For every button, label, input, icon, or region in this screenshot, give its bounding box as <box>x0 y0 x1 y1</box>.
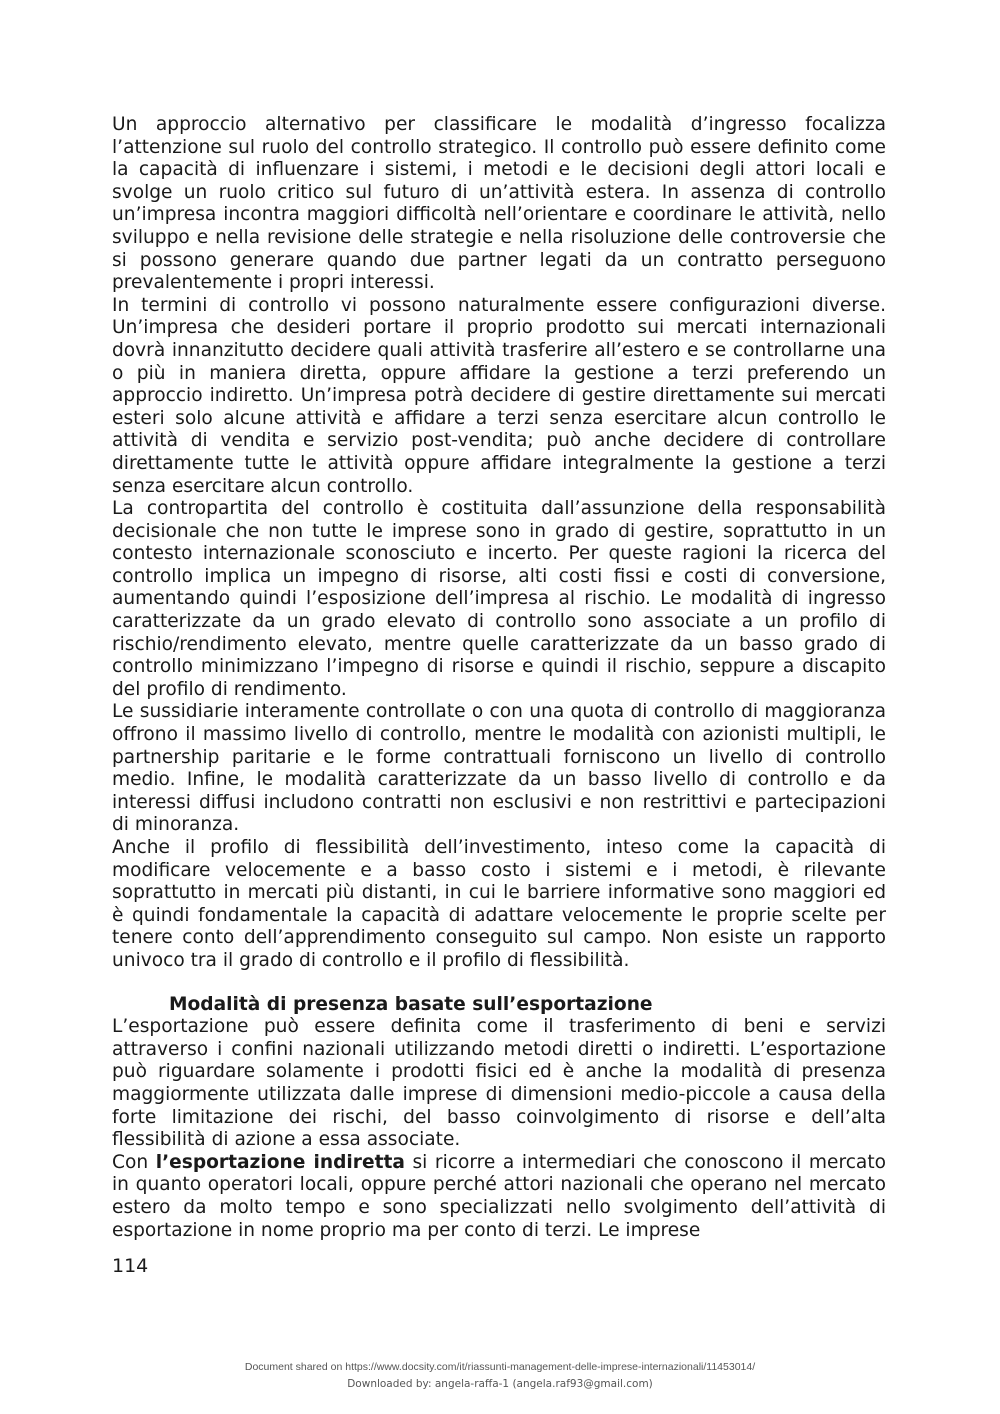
page-body <box>112 114 886 1242</box>
paragraph-export-definition: L’esportazione può essere definita come il trasferimento di beni e servizi attraverso i confini nazionali utilizzando metodi diretti o indiretti. L’esportazione può riguardare solamente i prodotti fisici ed è anche la modalità di presenza maggiormente utilizzata dalle imprese di dimensioni medio-piccole a causa della forte limitazione dei rischi, del basso coinvolgimento di risorse e dell’alta flessibilità di azione a essa associate. <box>112 1016 886 1151</box>
section-heading: Modalità di presenza basate sull’esportazione <box>169 993 653 1015</box>
footer-shared-link[interactable]: Document shared on https://www.docsity.com/it/riassunti-management-delle-imprese-internazionali/11453014/ <box>244 1361 756 1373</box>
paragraph-flexibility: Anche il profilo di flessibilità dell’investimento, inteso come la capacità di modificare velocemente e a basso costo i sistemi e i metodi, è rilevante soprattutto in mercati più distanti, in cui le barriere informative sono maggiori ed è quindi fondamentale la capacità di adattare velocemente le proprie scelte per tenere conto dell’apprendimento conseguito sul campo. Non esiste un rapporto univoco tra il grado di controllo e il profilo di flessibilità. <box>112 837 886 971</box>
paragraph-control-strategy: Un approccio alternativo per classificare le modalità d’ingresso focalizza l’attenzione sul ruolo del controllo strategico. Il controllo può essere definito come la capacità di influenzare i sistemi, i metodi e le decisioni degli attori locali e svolge un ruolo critico sul futuro di un’attività estera. In assenza di controllo un’impresa incontra maggiori difficoltà nell’orientare e coordinare le attività, nello sviluppo e nella revisione delle strategie e nella risoluzione delle controversie che si possono generare quando due partner legati da un contratto perseguono prevalentemente i propri interessi. <box>112 114 886 294</box>
paragraph-control-levels: Le sussidiarie interamente controllate o con una quota di controllo di maggioranza offrono il massimo livello di controllo, mentre le modalità con azionisti multipli, le partnership paritarie e le forme contrattuali forniscono un livello di controllo medio. Infine, le modalità caratterizzate da un basso livello di controllo e da interessi diffusi includono contratti non esclusivi e non restrittivi e partecipazioni di minoranza. <box>112 701 886 836</box>
indirect-export-term: l’esportazione indiretta <box>155 1151 405 1173</box>
paragraph-control-tradeoff: La contropartita del controllo è costituita dall’assunzione della responsabilità decisionale che non tutte le imprese sono in grado di gestire, soprattutto in un contesto internazionale sconosciuto e incerto. Per queste ragioni la ricerca del controllo implica un impegno di risorse, alti costi fissi e costi di conversione, aumentando quindi l’esposizione dell’impresa al rischio. Le modalità di ingresso caratterizzate da un grado elevato di controllo sono associate a un profilo di rischio/rendimento elevato, mentre quelle caratterizzate da un basso grado di controllo minimizzano l’impegno di risorse e quindi il rischio, seppure a discapito del profilo di rendimento. <box>112 498 886 700</box>
paragraph-control-configurations: In termini di controllo vi possono naturalmente essere configurazioni diverse. Un’impresa che desideri portare il proprio prodotto sui mercati internazionali dovrà innanzitutto decidere quali attività trasferire all’estero e se controllarne una o più in maniera diretta, oppure affidare la gestione a terzi preferendo un approccio indiretto. Un’impresa potrà decidere di gestire direttamente sui mercati esteri solo alcune attività e affidare a terzi senza esercitare alcun controllo le attività di vendita e servizio post-vendita; può anche decidere di controllare direttamente tutte le attività oppure affidare integralmente la gestione a terzi senza esercitare alcun controllo. <box>112 294 886 497</box>
page-number: 114 <box>112 1255 149 1277</box>
paragraph-indirect-export-rest: si ricorre a intermediari che conoscono il mercato in quanto operatori locali, oppure perché attori nazionali che operano nel mercato estero da molto tempo e sono specializzati nello svolgimento dell’attività di esportazione in nome proprio ma per conto di terzi. Le imprese <box>112 1151 886 1241</box>
footer-downloaded-by: Downloaded by: angela-raffa-1 (angela.raf93@gmail.com) <box>347 1378 653 1390</box>
paragraph-indirect-export <box>112 1152 886 1242</box>
paragraph-indirect-export-lead: Con <box>112 1151 156 1173</box>
